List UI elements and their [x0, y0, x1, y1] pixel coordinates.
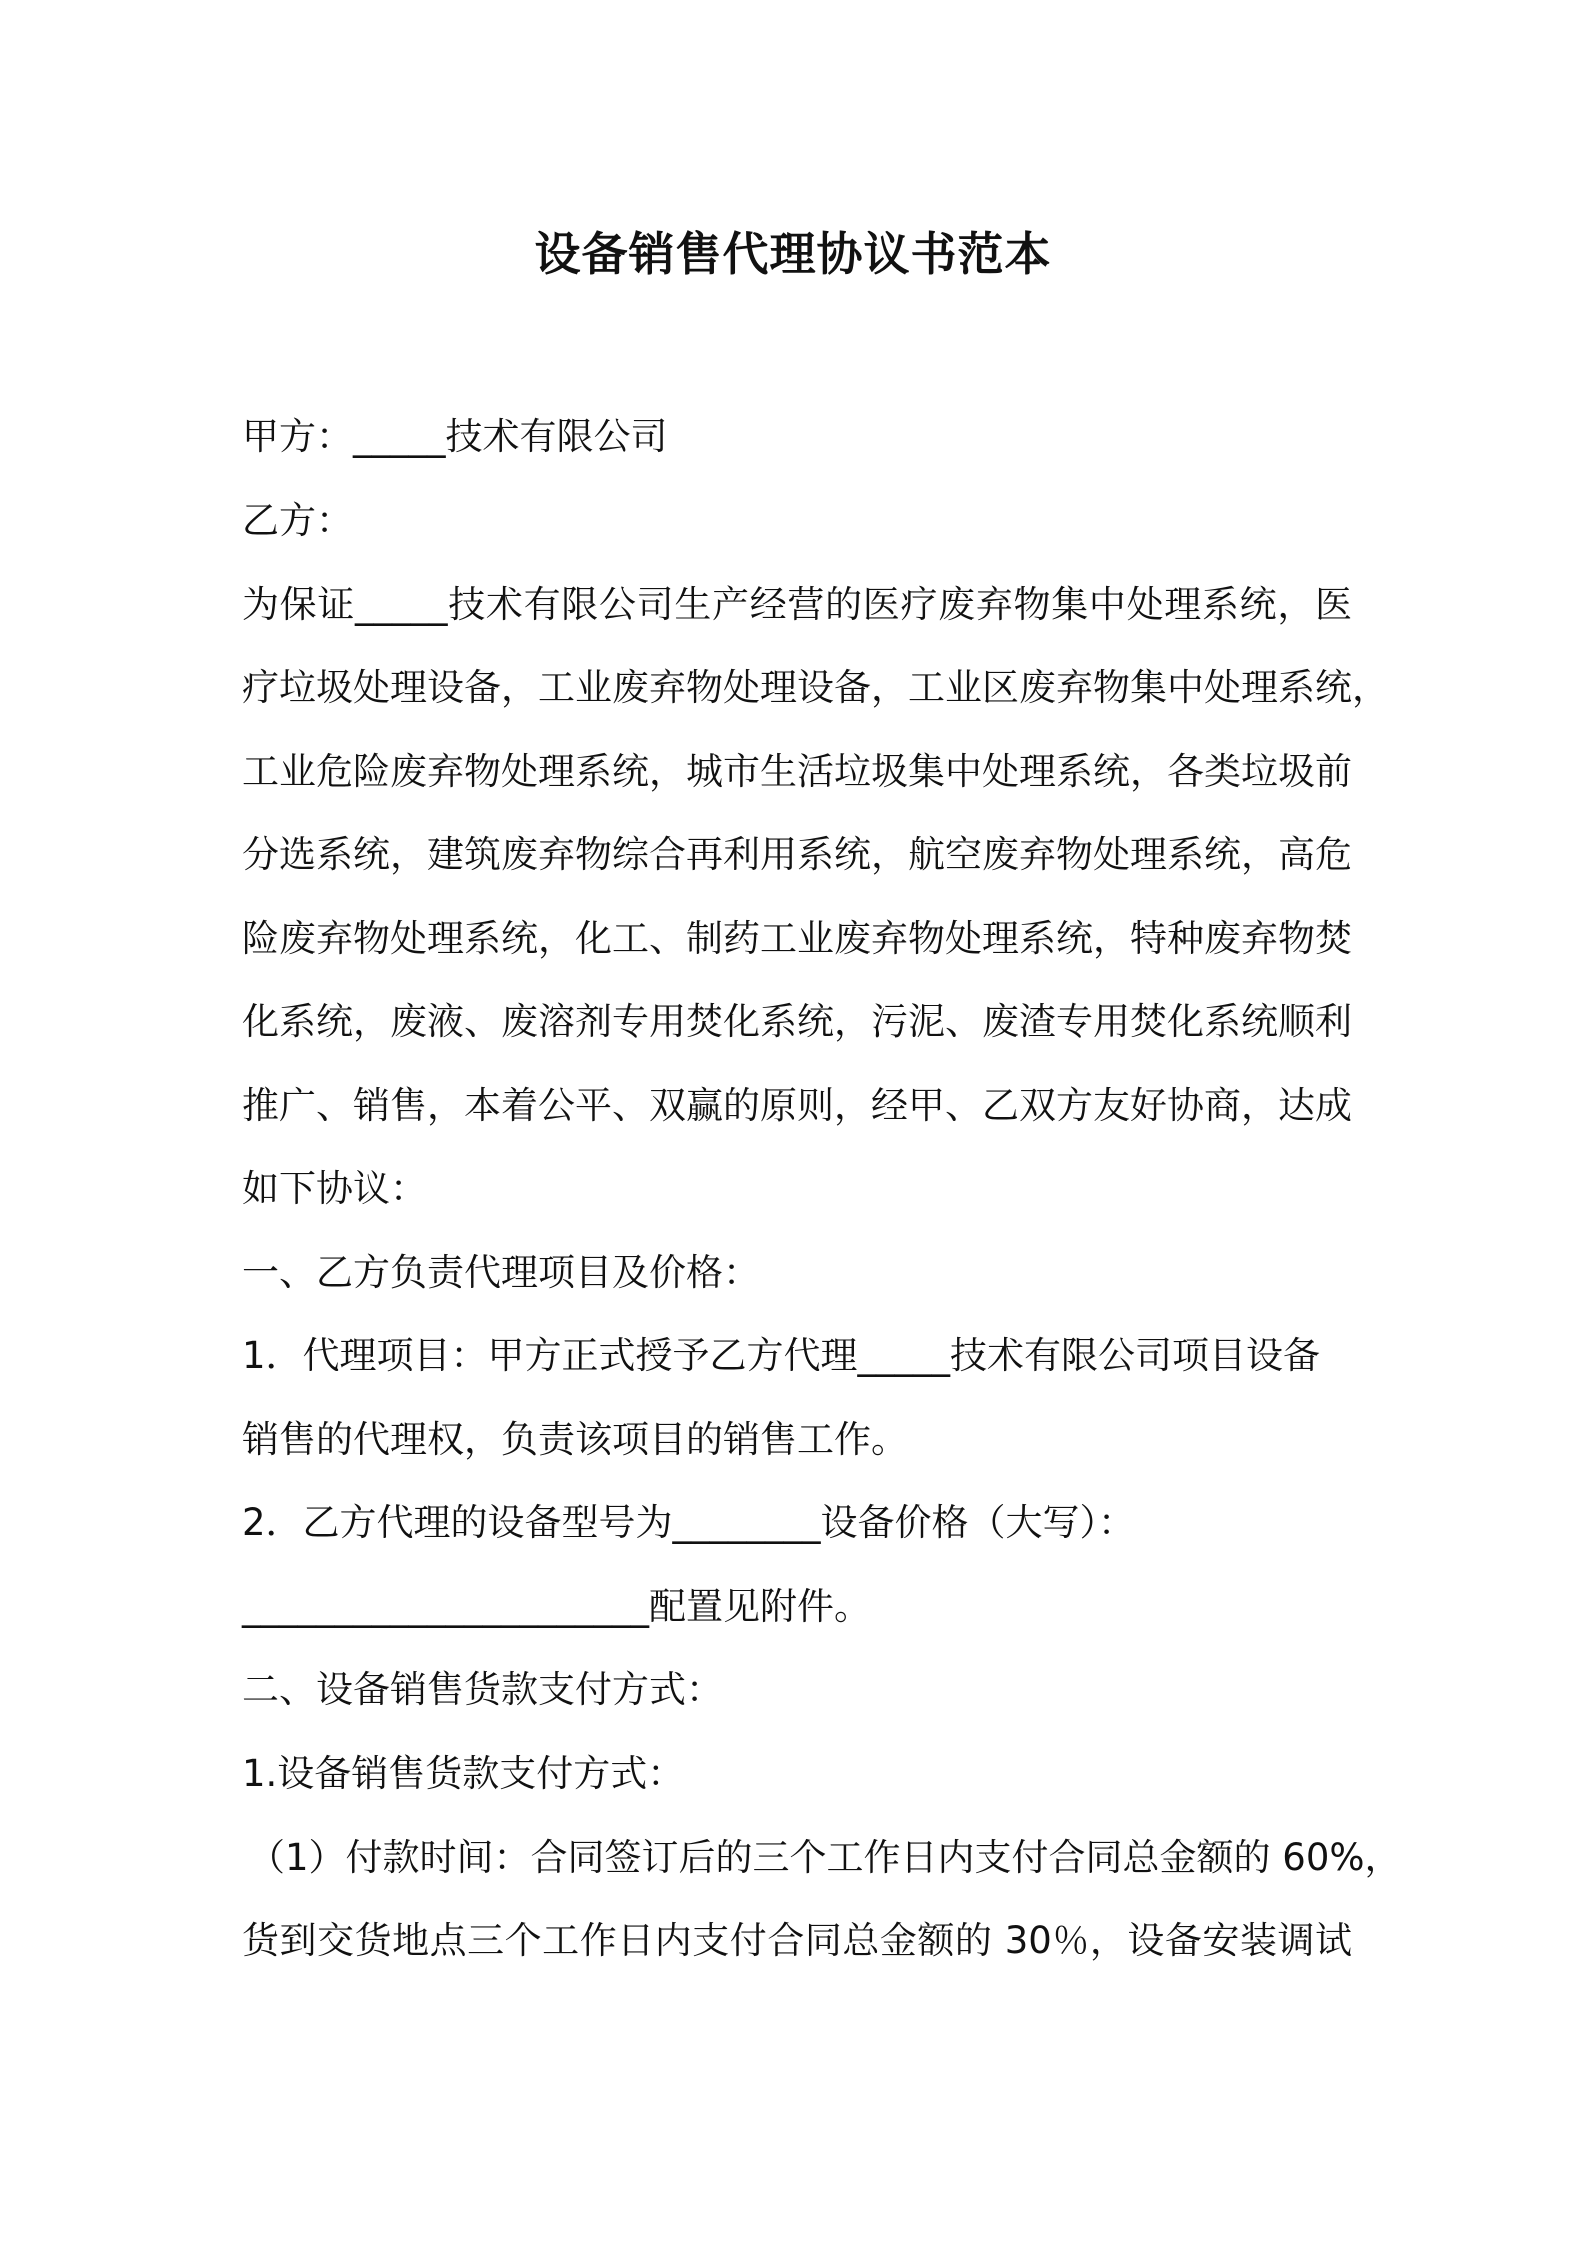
section-heading-2: 二、设备销售货款支付方式：: [242, 1668, 723, 1711]
clause-2-line: ______________________配置见附件。: [242, 1585, 871, 1628]
paragraph-line: 推广、销售，本着公平、双赢的原则，经甲、乙双方友好协商，达成: [242, 1084, 1352, 1127]
section-heading-1: 一、乙方负责代理项目及价格：: [242, 1251, 760, 1294]
party-b-line: 乙方：: [242, 499, 353, 542]
payment-time-line: （1）付款时间：合同签订后的三个工作日内支付合同总金额的 60%，: [248, 1836, 1402, 1879]
document-title: 设备销售代理协议书范本: [534, 227, 1052, 281]
clause-heading: 1.设备销售货款支付方式：: [242, 1752, 685, 1795]
paragraph-line: 分选系统，建筑废弃物综合再利用系统，航空废弃物处理系统，高危: [242, 833, 1352, 876]
paragraph-line: 如下协议：: [242, 1167, 427, 1210]
paragraph-line: 工业危险废弃物处理系统，城市生活垃圾集中处理系统，各类垃圾前: [242, 750, 1352, 793]
paragraph-line: 险废弃物处理系统，化工、制药工业废弃物处理系统，特种废弃物焚: [242, 917, 1352, 960]
clause-1-line: 销售的代理权，负责该项目的销售工作。: [242, 1418, 908, 1461]
clause-2-line: 2．乙方代理的设备型号为________设备价格（大写）：: [242, 1501, 1136, 1544]
paragraph-line: 化系统，废液、废溶剂专用焚化系统，污泥、废渣专用焚化系统顺利: [242, 1000, 1352, 1043]
paragraph-line: 疗垃圾处理设备，工业废弃物处理设备，工业区废弃物集中处理系统，: [242, 666, 1389, 709]
clause-1-line: 1．代理项目：甲方正式授予乙方代理_____技术有限公司项目设备: [242, 1334, 1321, 1377]
paragraph-line: 为保证_____技术有限公司生产经营的医疗废弃物集中处理系统，医: [242, 583, 1352, 626]
party-a-line: 甲方：_____技术有限公司: [242, 415, 668, 458]
payment-time-line: 货到交货地点三个工作日内支付合同总金额的 30％，设备安装调试: [242, 1919, 1352, 1962]
